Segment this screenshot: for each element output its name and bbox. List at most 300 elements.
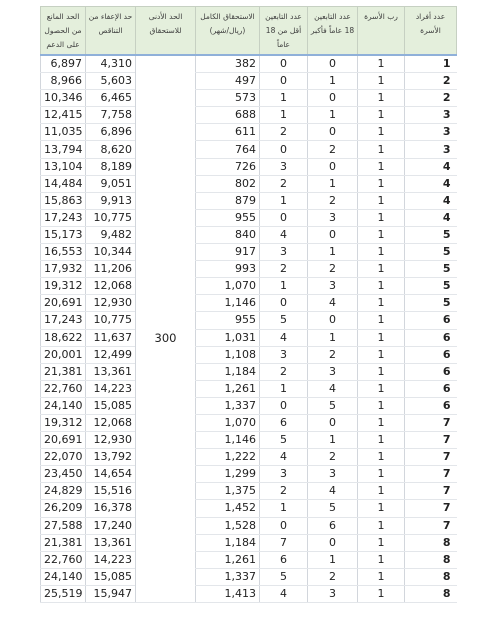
family-size-cell: 3	[405, 141, 457, 158]
prevention-limit-cell: 19,312	[41, 414, 86, 431]
minor-dependents-cell: 2	[260, 124, 308, 141]
family-size-cell: 6	[405, 397, 457, 414]
head-of-family-cell: 1	[358, 500, 405, 517]
adult-dependents-cell: 1	[308, 73, 358, 90]
adult-dependents-cell: 3	[308, 585, 358, 602]
minor-dependents-cell: 0	[260, 73, 308, 90]
exemption-limit-cell: 10,344	[86, 244, 136, 261]
adult-dependents-cell: 5	[308, 500, 358, 517]
family-size-cell: 8	[405, 551, 457, 568]
exemption-limit-cell: 14,223	[86, 551, 136, 568]
minimum-entitlement-cell	[136, 141, 196, 158]
head-of-family-cell: 1	[358, 312, 405, 329]
minimum-entitlement-cell	[136, 363, 196, 380]
full-entitlement-cell: 764	[196, 141, 260, 158]
table-row	[41, 295, 457, 312]
prevention-limit-cell: 11,035	[41, 124, 86, 141]
minimum-entitlement-cell	[136, 175, 196, 192]
full-entitlement-cell: 955	[196, 312, 260, 329]
minor-dependents-cell: 1	[260, 500, 308, 517]
adult-dependents-cell: 1	[308, 432, 358, 449]
minor-dependents-cell: 4	[260, 449, 308, 466]
minimum-entitlement-cell	[136, 158, 196, 175]
minor-dependents-cell: 5	[260, 312, 308, 329]
minor-dependents-cell: 0	[260, 295, 308, 312]
head-of-family-cell: 1	[358, 329, 405, 346]
full-entitlement-cell: 1,222	[196, 449, 260, 466]
header-row	[41, 7, 457, 56]
prevention-limit-cell: 22,070	[41, 449, 86, 466]
header-adult-dependents: عدد التابعين 18 عاماً فأكبر	[308, 7, 358, 56]
full-entitlement-cell: 1,031	[196, 329, 260, 346]
prevention-limit-cell: 19,312	[41, 278, 86, 295]
full-entitlement-cell: 1,261	[196, 380, 260, 397]
prevention-limit-cell: 20,691	[41, 432, 86, 449]
head-of-family-cell: 1	[358, 568, 405, 585]
prevention-limit-cell: 8,966	[41, 73, 86, 90]
family-size-cell: 7	[405, 483, 457, 500]
head-of-family-cell: 1	[358, 397, 405, 414]
prevention-limit-cell: 21,381	[41, 534, 86, 551]
family-size-cell: 7	[405, 500, 457, 517]
minimum-entitlement-cell	[136, 466, 196, 483]
adult-dependents-cell: 4	[308, 380, 358, 397]
minimum-entitlement-cell	[136, 55, 196, 73]
minor-dependents-cell: 3	[260, 158, 308, 175]
adult-dependents-cell: 0	[308, 124, 358, 141]
minimum-entitlement-cell	[136, 483, 196, 500]
adult-dependents-cell: 6	[308, 517, 358, 534]
exemption-limit-cell: 8,620	[86, 141, 136, 158]
full-entitlement-cell: 1,413	[196, 585, 260, 602]
header-family-size: عدد أفراد الأسرة	[405, 7, 457, 56]
table-row	[41, 329, 457, 346]
header-head-of-family: رب الأسرة	[358, 7, 405, 56]
table-row	[41, 551, 457, 568]
exemption-limit-cell: 9,913	[86, 192, 136, 209]
head-of-family-cell: 1	[358, 432, 405, 449]
table-row	[41, 414, 457, 431]
exemption-limit-cell: 15,085	[86, 397, 136, 414]
prevention-limit-cell: 24,829	[41, 483, 86, 500]
prevention-limit-cell: 20,001	[41, 346, 86, 363]
family-size-cell: 5	[405, 295, 457, 312]
table-row	[41, 312, 457, 329]
minimum-entitlement-cell	[136, 568, 196, 585]
minimum-entitlement-cell	[136, 209, 196, 226]
adult-dependents-cell: 1	[308, 329, 358, 346]
family-size-cell: 7	[405, 449, 457, 466]
exemption-limit-cell: 14,223	[86, 380, 136, 397]
exemption-limit-cell: 14,654	[86, 466, 136, 483]
family-size-cell: 2	[405, 73, 457, 90]
minimum-entitlement-cell	[136, 261, 196, 278]
header-full-entitlement: الاستحقاق الكامل (ريال/شهر)	[196, 7, 260, 56]
adult-dependents-cell: 0	[308, 312, 358, 329]
table-row	[41, 124, 457, 141]
minimum-entitlement-cell	[136, 226, 196, 243]
minimum-entitlement-cell	[136, 107, 196, 124]
adult-dependents-cell: 2	[308, 449, 358, 466]
exemption-limit-cell: 7,758	[86, 107, 136, 124]
minor-dependents-cell: 1	[260, 192, 308, 209]
head-of-family-cell: 1	[358, 209, 405, 226]
table-row	[41, 500, 457, 517]
exemption-limit-cell: 13,792	[86, 449, 136, 466]
table-row	[41, 107, 457, 124]
table-row	[41, 278, 457, 295]
exemption-limit-cell: 13,361	[86, 363, 136, 380]
exemption-limit-cell: 5,603	[86, 73, 136, 90]
exemption-limit-cell: 10,775	[86, 209, 136, 226]
minimum-entitlement-cell	[136, 73, 196, 90]
full-entitlement-cell: 840	[196, 226, 260, 243]
full-entitlement-cell: 1,108	[196, 346, 260, 363]
table-row	[41, 466, 457, 483]
adult-dependents-cell: 0	[308, 226, 358, 243]
prevention-limit-cell: 12,415	[41, 107, 86, 124]
adult-dependents-cell: 3	[308, 363, 358, 380]
minor-dependents-cell: 2	[260, 483, 308, 500]
family-size-cell: 5	[405, 244, 457, 261]
adult-dependents-cell: 4	[308, 483, 358, 500]
full-entitlement-cell: 1,299	[196, 466, 260, 483]
full-entitlement-cell: 726	[196, 158, 260, 175]
family-size-cell: 7	[405, 517, 457, 534]
prevention-limit-cell: 22,760	[41, 551, 86, 568]
adult-dependents-cell: 1	[308, 244, 358, 261]
minor-dependents-cell: 3	[260, 466, 308, 483]
head-of-family-cell: 1	[358, 466, 405, 483]
exemption-limit-cell: 15,947	[86, 585, 136, 602]
prevention-limit-cell: 21,381	[41, 363, 86, 380]
minimum-entitlement-cell	[136, 90, 196, 107]
exemption-limit-cell: 8,189	[86, 158, 136, 175]
full-entitlement-cell: 497	[196, 73, 260, 90]
full-entitlement-cell: 382	[196, 55, 260, 73]
eligibility-table	[40, 6, 457, 603]
full-entitlement-cell: 1,146	[196, 295, 260, 312]
minimum-entitlement-cell	[136, 278, 196, 295]
table-row	[41, 90, 457, 107]
family-size-cell: 6	[405, 380, 457, 397]
head-of-family-cell: 1	[358, 107, 405, 124]
table-row	[41, 363, 457, 380]
head-of-family-cell: 1	[358, 380, 405, 397]
full-entitlement-cell: 1,184	[196, 363, 260, 380]
minimum-entitlement-cell	[136, 432, 196, 449]
prevention-limit-cell: 23,450	[41, 466, 86, 483]
table-row	[41, 192, 457, 209]
exemption-limit-cell: 12,068	[86, 414, 136, 431]
minimum-entitlement-cell	[136, 500, 196, 517]
adult-dependents-cell: 2	[308, 261, 358, 278]
adult-dependents-cell: 3	[308, 209, 358, 226]
prevention-limit-cell: 16,553	[41, 244, 86, 261]
full-entitlement-cell: 1,528	[196, 517, 260, 534]
table-row	[41, 73, 457, 90]
full-entitlement-cell: 1,337	[196, 568, 260, 585]
minor-dependents-cell: 0	[260, 55, 308, 73]
adult-dependents-cell: 3	[308, 278, 358, 295]
family-size-cell: 6	[405, 329, 457, 346]
family-size-cell: 8	[405, 585, 457, 602]
adult-dependents-cell: 3	[308, 466, 358, 483]
prevention-limit-cell: 24,140	[41, 568, 86, 585]
table-row	[41, 483, 457, 500]
prevention-limit-cell: 13,794	[41, 141, 86, 158]
minor-dependents-cell: 5	[260, 568, 308, 585]
prevention-limit-cell: 14,484	[41, 175, 86, 192]
minor-dependents-cell: 6	[260, 414, 308, 431]
head-of-family-cell: 1	[358, 90, 405, 107]
prevention-limit-cell: 26,209	[41, 500, 86, 517]
minor-dependents-cell: 4	[260, 585, 308, 602]
head-of-family-cell: 1	[358, 141, 405, 158]
table-row	[41, 158, 457, 175]
minor-dependents-cell: 2	[260, 363, 308, 380]
full-entitlement-cell: 955	[196, 209, 260, 226]
full-entitlement-cell: 1,337	[196, 397, 260, 414]
adult-dependents-cell: 0	[308, 90, 358, 107]
exemption-limit-cell: 12,499	[86, 346, 136, 363]
exemption-limit-cell: 12,930	[86, 432, 136, 449]
table-row	[41, 55, 457, 73]
prevention-limit-cell: 10,346	[41, 90, 86, 107]
head-of-family-cell: 1	[358, 192, 405, 209]
minimum-entitlement-cell	[136, 346, 196, 363]
exemption-limit-cell: 12,068	[86, 278, 136, 295]
head-of-family-cell: 1	[358, 483, 405, 500]
full-entitlement-cell: 1,452	[196, 500, 260, 517]
minimum-entitlement-cell	[136, 312, 196, 329]
table-row	[41, 568, 457, 585]
head-of-family-cell: 1	[358, 175, 405, 192]
full-entitlement-cell: 1,184	[196, 534, 260, 551]
table-row	[41, 432, 457, 449]
family-size-cell: 4	[405, 209, 457, 226]
adult-dependents-cell: 0	[308, 55, 358, 73]
head-of-family-cell: 1	[358, 449, 405, 466]
prevention-limit-cell: 15,863	[41, 192, 86, 209]
minor-dependents-cell: 2	[260, 261, 308, 278]
minor-dependents-cell: 1	[260, 380, 308, 397]
family-size-cell: 6	[405, 312, 457, 329]
family-size-cell: 4	[405, 175, 457, 192]
minimum-entitlement-cell	[136, 124, 196, 141]
adult-dependents-cell: 5	[308, 397, 358, 414]
minor-dependents-cell: 1	[260, 90, 308, 107]
minor-dependents-cell: 6	[260, 551, 308, 568]
minimum-entitlement-cell: 300	[136, 329, 196, 346]
table-row	[41, 534, 457, 551]
head-of-family-cell: 1	[358, 261, 405, 278]
minor-dependents-cell: 0	[260, 209, 308, 226]
table-row	[41, 517, 457, 534]
minor-dependents-cell: 3	[260, 244, 308, 261]
exemption-limit-cell: 11,637	[86, 329, 136, 346]
family-size-cell: 5	[405, 261, 457, 278]
adult-dependents-cell: 0	[308, 414, 358, 431]
family-size-cell: 6	[405, 363, 457, 380]
prevention-limit-cell: 17,243	[41, 209, 86, 226]
head-of-family-cell: 1	[358, 517, 405, 534]
adult-dependents-cell: 0	[308, 158, 358, 175]
exemption-limit-cell: 16,378	[86, 500, 136, 517]
exemption-limit-cell: 12,930	[86, 295, 136, 312]
prevention-limit-cell: 17,243	[41, 312, 86, 329]
exemption-limit-cell: 4,310	[86, 55, 136, 73]
minor-dependents-cell: 0	[260, 397, 308, 414]
full-entitlement-cell: 1,070	[196, 278, 260, 295]
head-of-family-cell: 1	[358, 414, 405, 431]
minor-dependents-cell: 2	[260, 175, 308, 192]
adult-dependents-cell: 1	[308, 107, 358, 124]
family-size-cell: 5	[405, 278, 457, 295]
head-of-family-cell: 1	[358, 226, 405, 243]
prevention-limit-cell: 6,897	[41, 55, 86, 73]
head-of-family-cell: 1	[358, 295, 405, 312]
full-entitlement-cell: 1,070	[196, 414, 260, 431]
family-size-cell: 2	[405, 90, 457, 107]
family-size-cell: 1	[405, 55, 457, 73]
full-entitlement-cell: 802	[196, 175, 260, 192]
adult-dependents-cell: 2	[308, 568, 358, 585]
minor-dependents-cell: 1	[260, 278, 308, 295]
minimum-entitlement-cell	[136, 585, 196, 602]
table-row	[41, 585, 457, 602]
full-entitlement-cell: 573	[196, 90, 260, 107]
adult-dependents-cell: 2	[308, 192, 358, 209]
table-row	[41, 175, 457, 192]
prevention-limit-cell: 17,932	[41, 261, 86, 278]
minor-dependents-cell: 0	[260, 141, 308, 158]
exemption-limit-cell: 15,085	[86, 568, 136, 585]
head-of-family-cell: 1	[358, 73, 405, 90]
table-row	[41, 209, 457, 226]
minimum-entitlement-cell	[136, 551, 196, 568]
header-prevention-limit: الحد المانع من الحصول على الدعم	[41, 7, 86, 56]
full-entitlement-cell: 688	[196, 107, 260, 124]
exemption-limit-cell: 15,516	[86, 483, 136, 500]
minimum-entitlement-cell	[136, 517, 196, 534]
family-size-cell: 7	[405, 432, 457, 449]
head-of-family-cell: 1	[358, 124, 405, 141]
table-row	[41, 346, 457, 363]
prevention-limit-cell: 24,140	[41, 397, 86, 414]
adult-dependents-cell: 1	[308, 175, 358, 192]
exemption-limit-cell: 6,465	[86, 90, 136, 107]
full-entitlement-cell: 1,146	[196, 432, 260, 449]
prevention-limit-cell: 15,173	[41, 226, 86, 243]
head-of-family-cell: 1	[358, 158, 405, 175]
adult-dependents-cell: 2	[308, 141, 358, 158]
family-size-cell: 7	[405, 414, 457, 431]
prevention-limit-cell: 18,622	[41, 329, 86, 346]
header-minimum-entitlement: الحد الأدنى للاستحقاق	[136, 7, 196, 56]
adult-dependents-cell: 2	[308, 346, 358, 363]
head-of-family-cell: 1	[358, 534, 405, 551]
table-row	[41, 449, 457, 466]
head-of-family-cell: 1	[358, 244, 405, 261]
family-size-cell: 4	[405, 158, 457, 175]
family-size-cell: 6	[405, 346, 457, 363]
minimum-entitlement-cell	[136, 380, 196, 397]
minor-dependents-cell: 7	[260, 534, 308, 551]
full-entitlement-cell: 993	[196, 261, 260, 278]
family-size-cell: 7	[405, 466, 457, 483]
table-row	[41, 380, 457, 397]
minor-dependents-cell: 4	[260, 329, 308, 346]
minimum-entitlement-cell	[136, 414, 196, 431]
prevention-limit-cell: 20,691	[41, 295, 86, 312]
table-row	[41, 244, 457, 261]
head-of-family-cell: 1	[358, 278, 405, 295]
minor-dependents-cell: 0	[260, 517, 308, 534]
eligibility-table-container	[40, 6, 456, 603]
family-size-cell: 3	[405, 124, 457, 141]
family-size-cell: 3	[405, 107, 457, 124]
exemption-limit-cell: 9,051	[86, 175, 136, 192]
adult-dependents-cell: 1	[308, 551, 358, 568]
exemption-limit-cell: 17,240	[86, 517, 136, 534]
adult-dependents-cell: 0	[308, 534, 358, 551]
head-of-family-cell: 1	[358, 363, 405, 380]
header-minor-dependents: عدد التابعين أقل من 18 عاماً	[260, 7, 308, 56]
minimum-entitlement-cell	[136, 534, 196, 551]
table-row	[41, 226, 457, 243]
exemption-limit-cell: 6,896	[86, 124, 136, 141]
prevention-limit-cell: 27,588	[41, 517, 86, 534]
head-of-family-cell: 1	[358, 551, 405, 568]
prevention-limit-cell: 25,519	[41, 585, 86, 602]
minimum-entitlement-cell	[136, 295, 196, 312]
table-body	[41, 55, 457, 603]
prevention-limit-cell: 22,760	[41, 380, 86, 397]
header-exemption-limit: حد الإعفاء من التناقص	[86, 7, 136, 56]
full-entitlement-cell: 1,375	[196, 483, 260, 500]
full-entitlement-cell: 611	[196, 124, 260, 141]
exemption-limit-cell: 11,206	[86, 261, 136, 278]
exemption-limit-cell: 13,361	[86, 534, 136, 551]
minimum-entitlement-cell	[136, 244, 196, 261]
minor-dependents-cell: 5	[260, 432, 308, 449]
minimum-entitlement-cell	[136, 192, 196, 209]
table-row	[41, 261, 457, 278]
table-row	[41, 397, 457, 414]
full-entitlement-cell: 1,261	[196, 551, 260, 568]
full-entitlement-cell: 879	[196, 192, 260, 209]
head-of-family-cell: 1	[358, 346, 405, 363]
exemption-limit-cell: 9,482	[86, 226, 136, 243]
head-of-family-cell: 1	[358, 585, 405, 602]
family-size-cell: 8	[405, 534, 457, 551]
minor-dependents-cell: 4	[260, 226, 308, 243]
exemption-limit-cell: 10,775	[86, 312, 136, 329]
family-size-cell: 4	[405, 192, 457, 209]
full-entitlement-cell: 917	[196, 244, 260, 261]
minor-dependents-cell: 1	[260, 107, 308, 124]
family-size-cell: 8	[405, 568, 457, 585]
minor-dependents-cell: 3	[260, 346, 308, 363]
head-of-family-cell: 1	[358, 55, 405, 73]
family-size-cell: 5	[405, 226, 457, 243]
table-row	[41, 141, 457, 158]
adult-dependents-cell: 4	[308, 295, 358, 312]
minimum-entitlement-cell	[136, 449, 196, 466]
prevention-limit-cell: 13,104	[41, 158, 86, 175]
minimum-entitlement-cell	[136, 397, 196, 414]
